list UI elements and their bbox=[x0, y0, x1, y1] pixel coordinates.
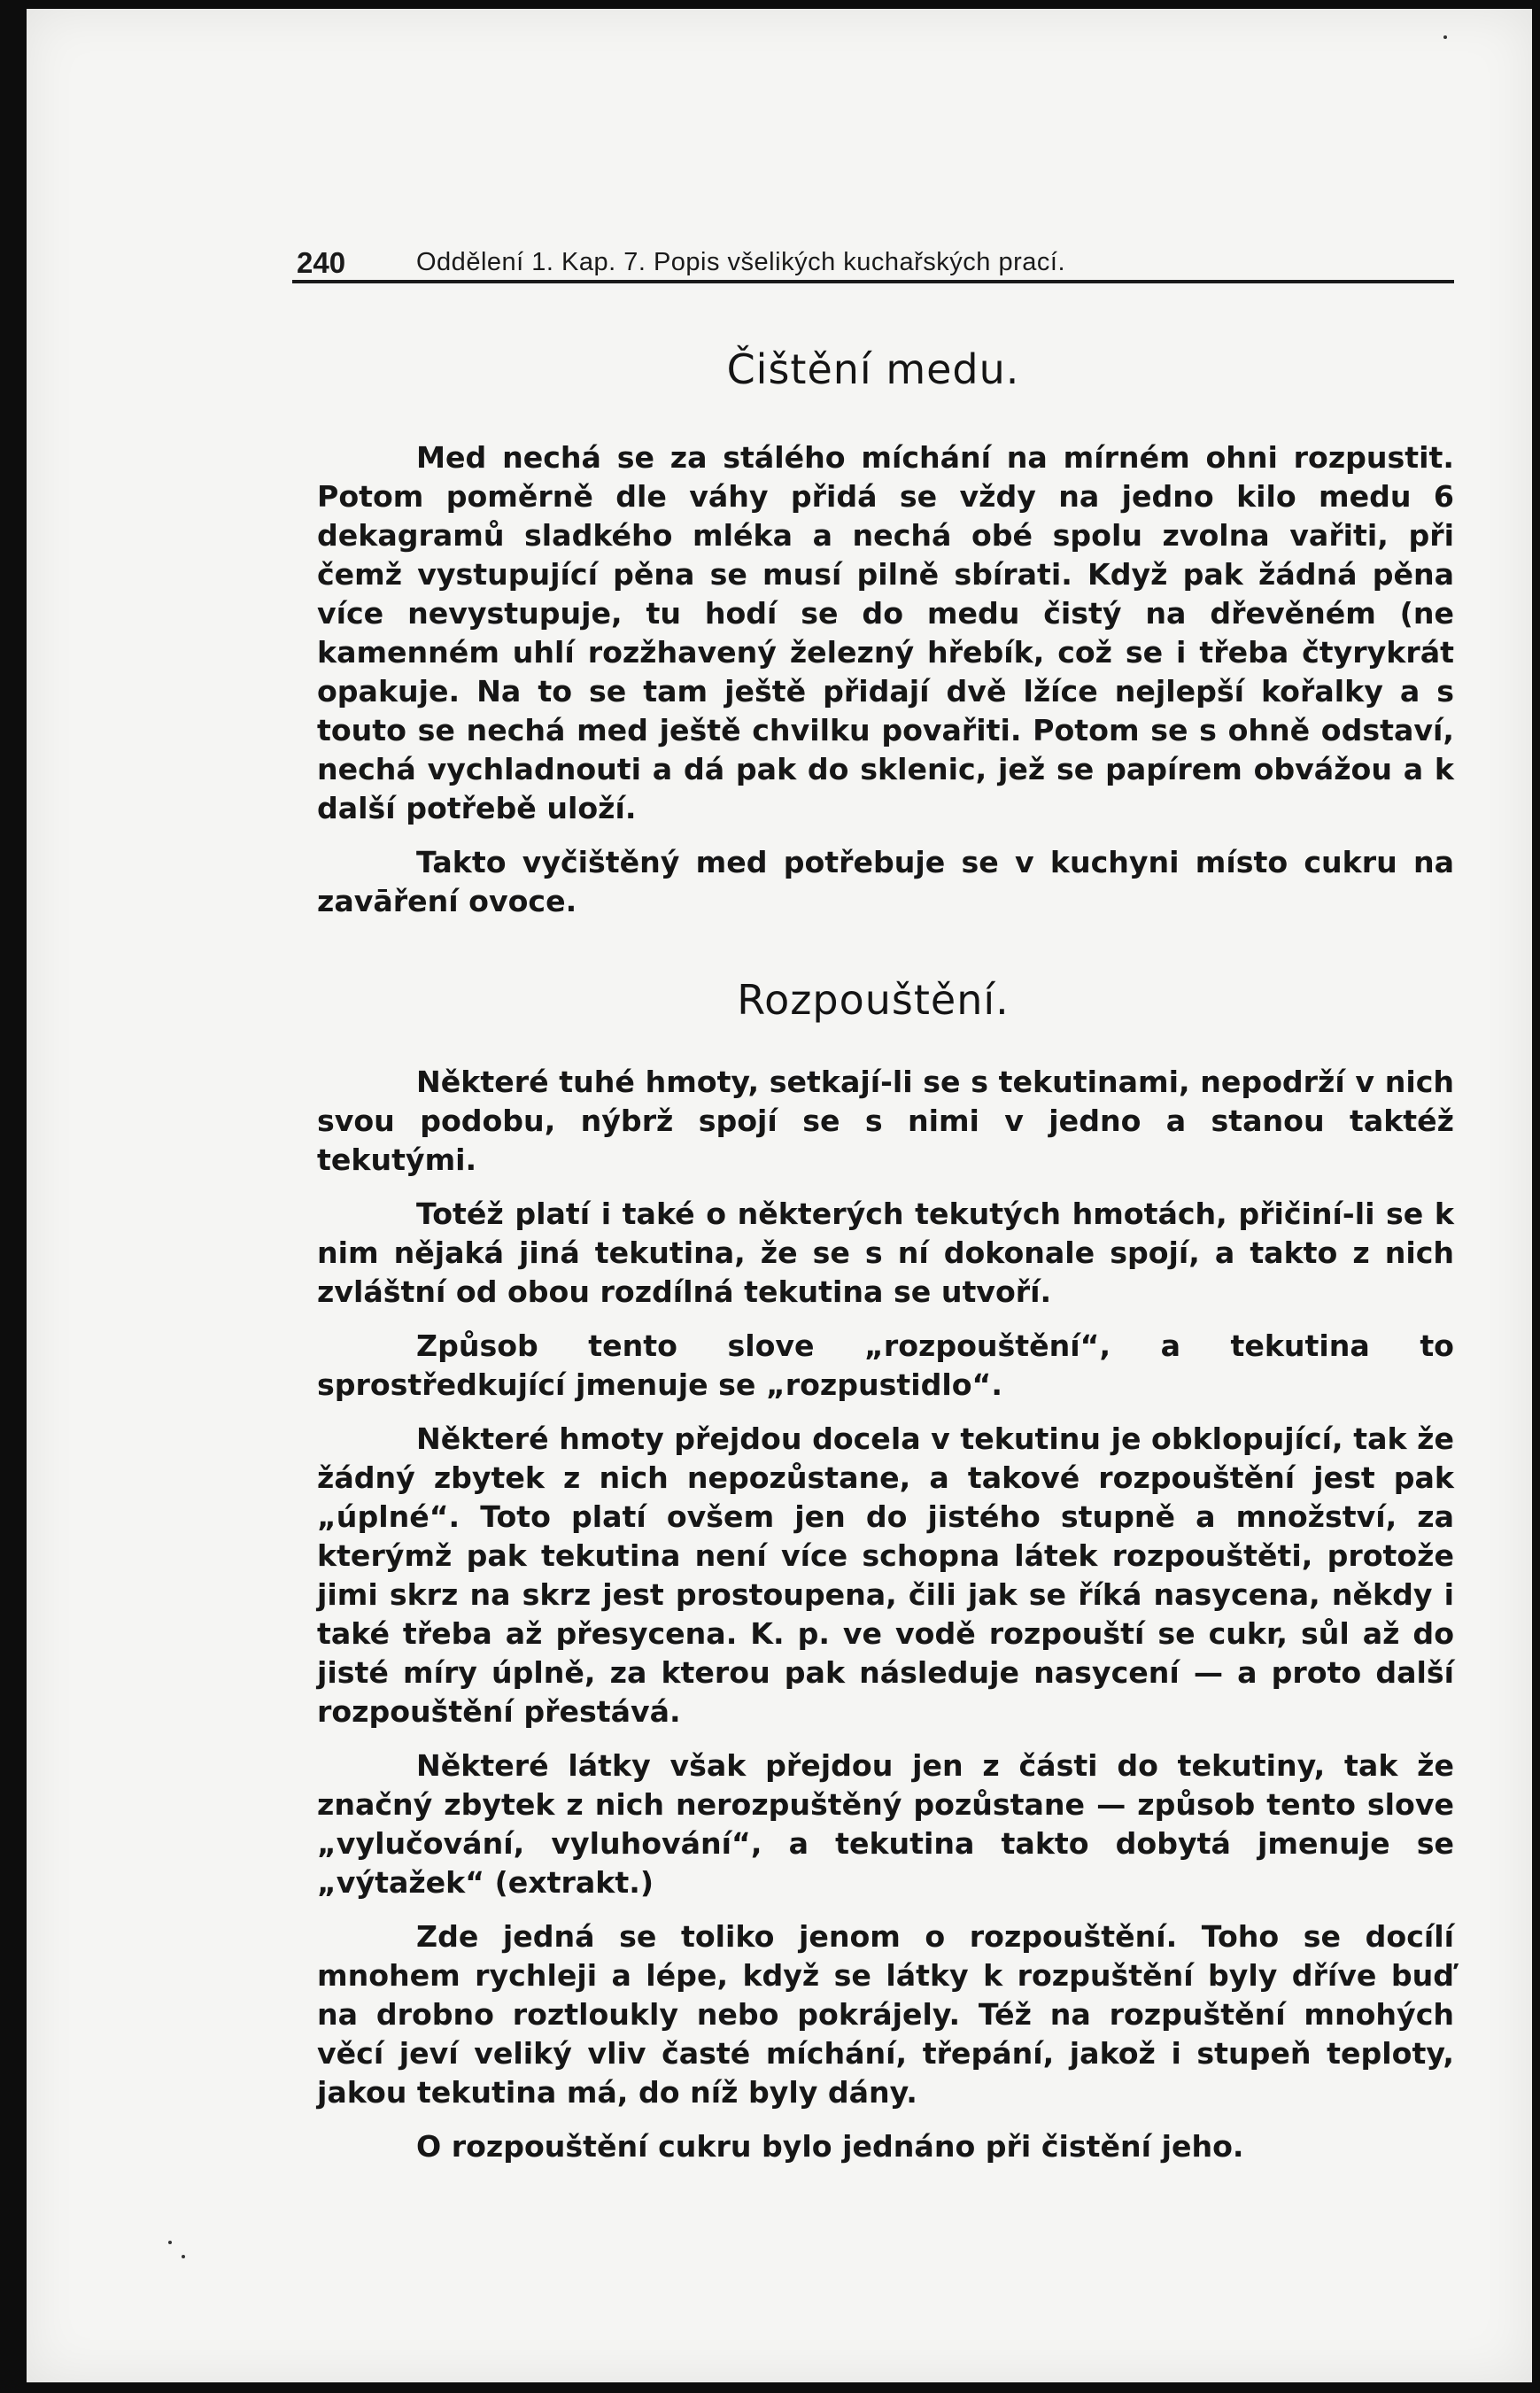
paragraph: Způsob tento slove „rozpouštění“, a tekutina to sprostředkující jmenuje se „rozpustidlo“. bbox=[317, 1328, 1454, 1402]
header-rule bbox=[292, 280, 1454, 283]
paragraph: Některé látky však přejdou jen z části do tekutiny, tak že značný zbytek z nich nerozpuštěný pozůstane — způsob tento slove „vylučování, vyluhování“, a tekutina takto dobytá jmenuje se „výtažek“ (extrakt.) bbox=[317, 1748, 1454, 1900]
paragraph: Některé tuhé hmoty, setkají-li se s tekutinami, nepodrží v nich svou podobu, nýbrž spojí se s nimi v jedno a stanou taktéž tekutými. bbox=[317, 1065, 1454, 1177]
paragraph: Med nechá se za stálého míchání na mírném ohni rozpustit. Potom poměrně dle váhy přidá se vždy na jedno kilo medu 6 dekagramů sladkého mléka a nechá obé spolu zvolna vařiti, při čemž vystupující pěna se musí pilně sbírati. Když pak žádná pěna více nevystupuje, tu hodí se do medu čistý na dřevěném (ne kamenném uhlí rozžhavený železný hřebík, což se i třeba čtyrykrát opakuje. Na to se tam ještě přidají dvě lžíce nejlepší kořalky a s touto se nechá med ještě chvilku povařiti. Potom se s ohně odstaví, nechá vychladnouti a dá pak do sklenic, jež se papírem obvážou a k další potřebě uloží. bbox=[317, 440, 1454, 825]
running-head bbox=[292, 241, 1454, 285]
section-body-honey bbox=[317, 438, 1454, 936]
section-heading-honey: Čištění medu. bbox=[726, 345, 1020, 393]
paragraph: Takto vyčištěný med potřebuje se v kuchyni místo cukru na zavāření ovoce. bbox=[317, 845, 1454, 918]
running-title: Oddělení 1. Kap. 7. Popis všelikých kuchařských prací. bbox=[416, 248, 1066, 276]
page-number: 240 bbox=[297, 246, 346, 279]
paper-speck bbox=[182, 2255, 185, 2258]
book-page bbox=[27, 9, 1532, 2382]
paragraph: Totéž platí i také o některých tekutých hmotách, přičiní-li se k nim nějaká jiná tekutina, že se s ní dokonale spojí, a takto z nich zvláštní od obou rozdílná tekutina se utvoří. bbox=[317, 1196, 1454, 1309]
paragraph: Zde jedná se toliko jenom o rozpouštění. Toho se docílí mnohem rychleji a lépe, když se látky k rozpuštění byly dříve buď na drobno roztloukly nebo pokrájely. Též na rozpuštění mnohých věcí jeví veliký vliv časté míchání, třepání, jakož i stupeň teploty, jakou tekutina má, do níž byly dány. bbox=[317, 1919, 1454, 2110]
paper-speck bbox=[168, 2241, 172, 2244]
paper-speck bbox=[1443, 35, 1447, 39]
section-heading-dissolving: Rozpouštění. bbox=[737, 976, 1010, 1024]
paragraph: O rozpouštění cukru bylo jednáno při čistění jeho. bbox=[416, 2129, 1244, 2164]
paragraph: Některé hmoty přejdou docela v tekutinu je obklopující, tak že žádný zbytek z nich nepozůstane, a takové rozpouštění jest pak „úplné“. Toto platí ovšem jen do jistého stupně a množství, za kterýmž pak tekutina není více schopna látek rozpouštěti, protože jimi skrz na skrz jest prostoupena, čili jak se říká nasycena, někdy i také třeba až přesycena. K. p. ve vodě rozpouští se cukr, sůl až do jisté míry úplně, za kterou pak následuje nasycení — a proto další rozpouštění přestává. bbox=[317, 1421, 1454, 1729]
section-body-dissolving bbox=[317, 1063, 1454, 2181]
